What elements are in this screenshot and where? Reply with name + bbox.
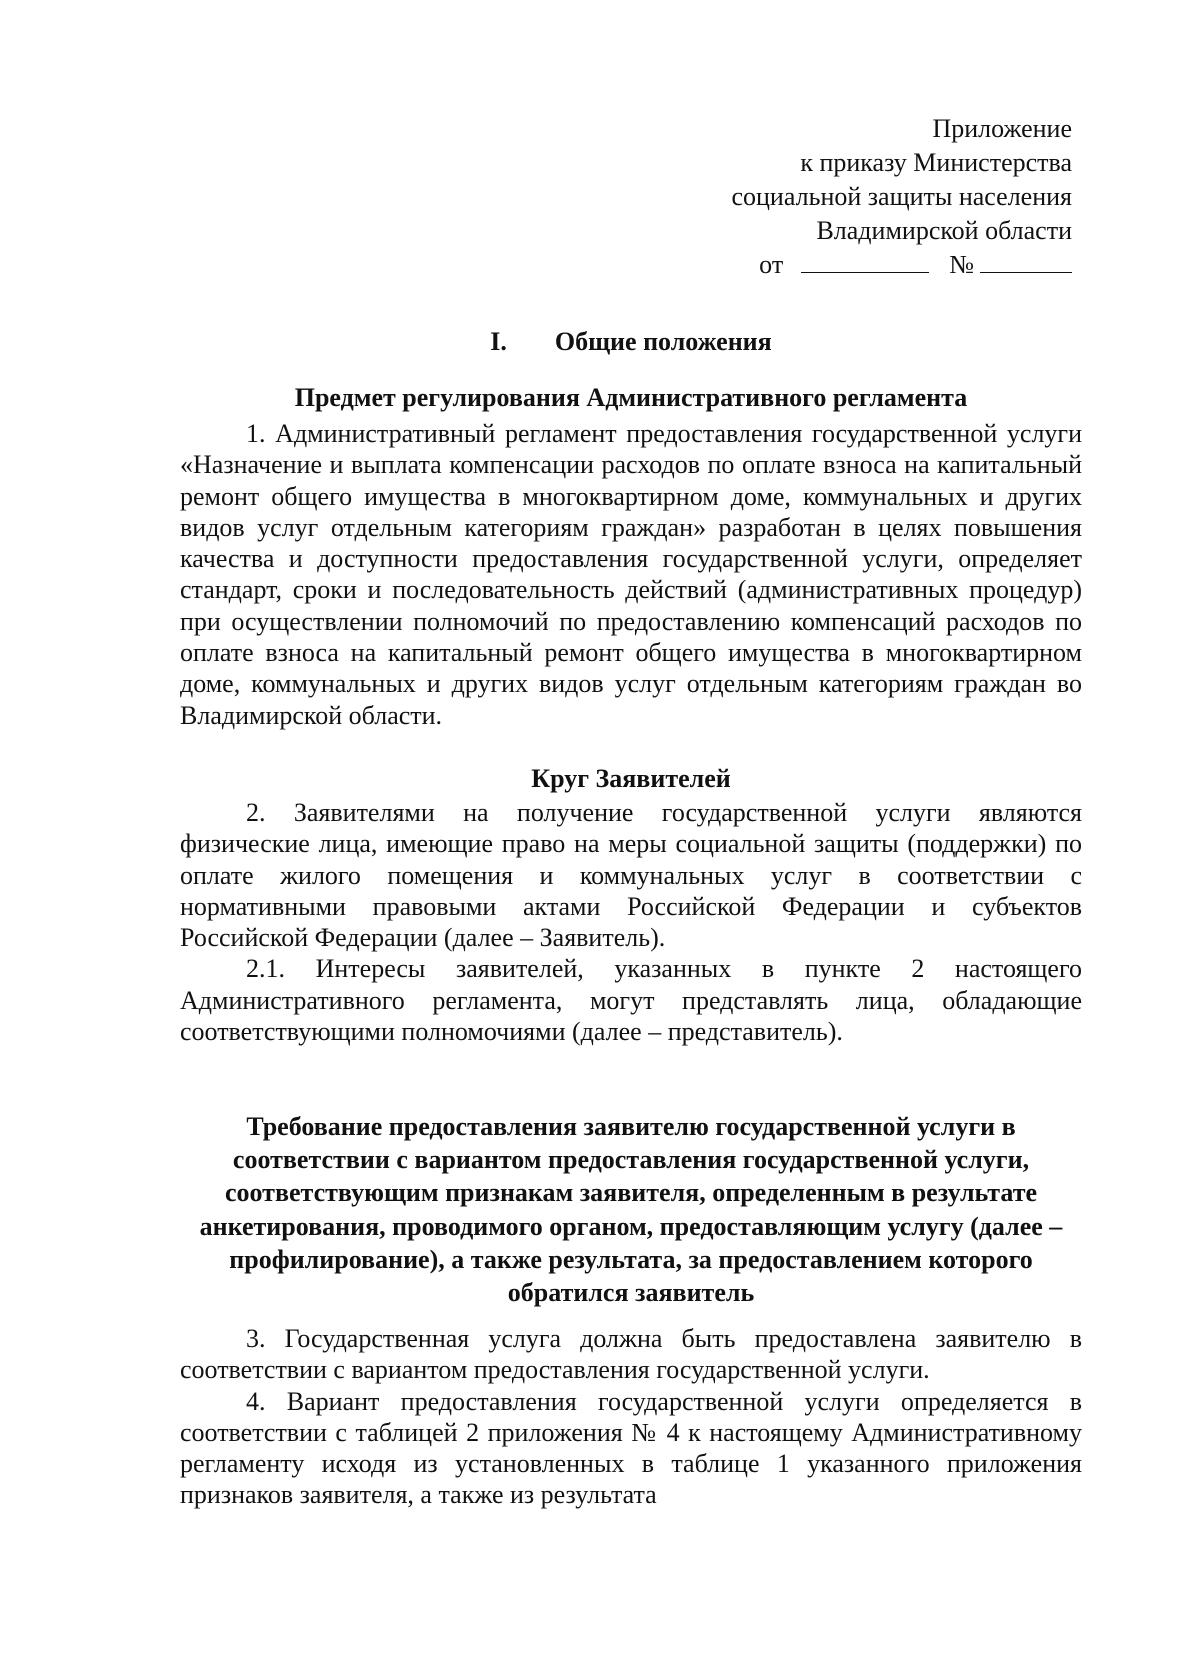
paragraph-2: 2. Заявителями на получение государственной услуги являются физические лица, имеющие право на меры социальной защиты (поддержки) по оплате жилого помещения и коммунальных услуг в соответствии с нормативными правовыми актами Российской Федерации и субъектов Российской Федерации (далее – Заявитель). [180,798,1082,953]
section-title: Общие положения [554,327,772,356]
order-reference: к приказу Министерства [800,148,1072,177]
paragraph-1: 1. Административный регламент предоставления государственной услуги «Назначение и выплата компенсации расходов по оплате взноса на капитальный ремонт общего имущества в многоквартирном доме, коммунальных и других видов услуг отдельным категориям граждан» разработан в целях повышения качества и доступности предоставления государственной услуги, определяет стандарт, сроки и последовательность действий (административных процедур) при осуществлении полномочий по предоставлению компенсаций расходов по оплате взноса на капитальный ремонт общего имущества в многоквартирном доме, коммунальных и других видов услуг отдельным категориям граждан во Владимирской области. [180,419,1082,730]
ministry-name: социальной защиты населения [731,182,1072,211]
section-number: I. [490,327,507,356]
paragraph-block-3 [180,1323,1082,1511]
paragraph-2-1: 2.1. Интересы заявителей, указанных в пункте 2 настоящего Административного регламента, могут представлять лица, обладающие соответствующими полномочиями (далее – представитель). [180,954,1082,1047]
requirement-heading: Требование предоставления заявителю государственной услуги в соответствии с вариантом предоставления государственной услуги, соответствующим признакам заявителя, определенным в результате анкетирования, проводимого органом, предоставляющим услугу (далее – профилирование), а также результата, за предоставлением которого обратился заявитель [199,1112,1063,1308]
number-blank [980,250,1072,273]
appendix-label: Приложение [932,114,1072,143]
date-number-line [731,248,1072,282]
paragraph-block-1 [180,418,1082,731]
paragraph-4: 4. Вариант предоставления государственной услуги определяется в соответствии с таблицей 2 приложения № 4 к настоящему Административному регламенту исходя из установленных в таблице 1 указанного приложения признаков заявителя, а также из результата [180,1386,1082,1510]
subject-heading: Предмет регулирования Административного регламента [294,383,968,412]
date-blank [801,250,929,273]
appendix-header [731,112,1072,282]
paragraph-block-2 [180,797,1082,1047]
number-prefix: № [949,250,974,279]
section-heading [180,327,1082,357]
date-prefix: от [759,250,784,279]
applicants-heading: Круг Заявителей [531,764,731,793]
paragraph-3: 3. Государственная услуга должна быть предоставлена заявителю в соответствии с вариантом предоставления государственной услуги. [180,1324,1082,1385]
region-name: Владимирской области [816,216,1072,245]
